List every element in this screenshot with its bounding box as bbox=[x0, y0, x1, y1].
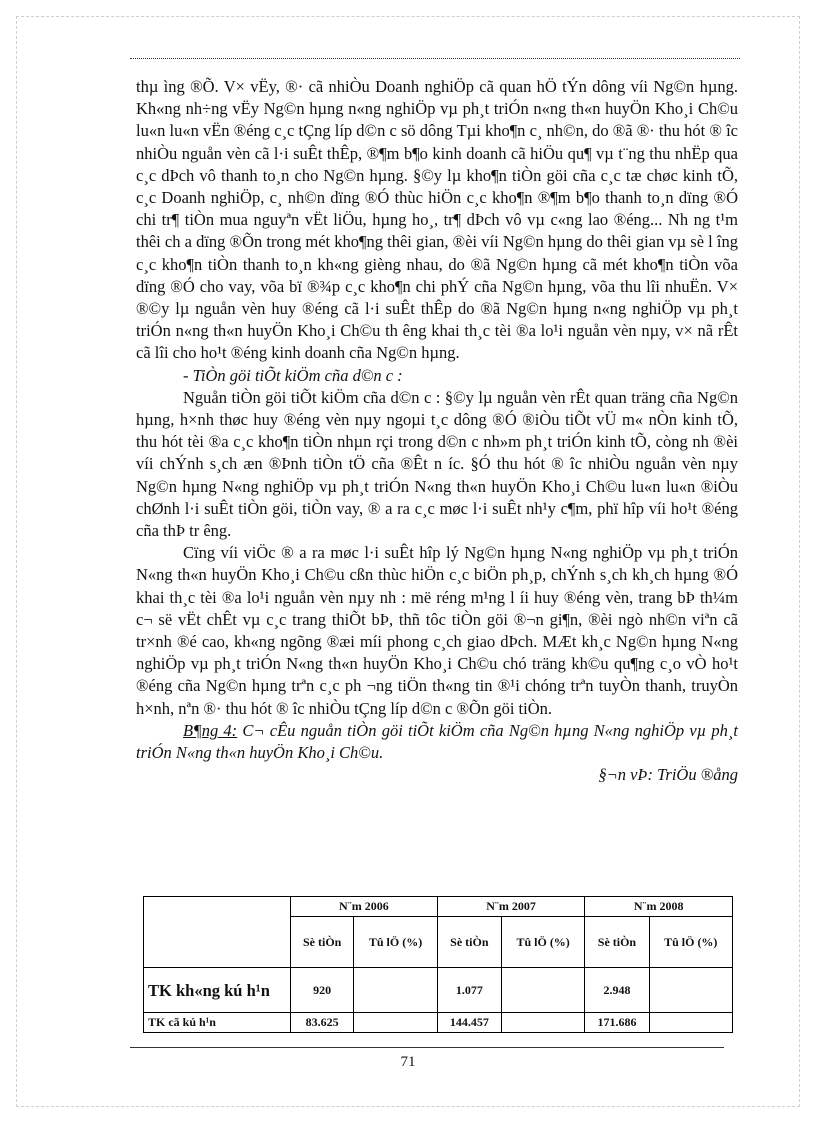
savings-structure-table bbox=[143, 896, 733, 1033]
col-amount-2008: Sè tiÒn bbox=[585, 917, 649, 968]
table-cell bbox=[649, 968, 732, 1013]
table-cell bbox=[649, 1013, 732, 1033]
table-corner-cell bbox=[144, 897, 291, 968]
table-cell: 83.625 bbox=[291, 1013, 354, 1033]
table-row bbox=[144, 1013, 733, 1033]
page-number: 71 bbox=[400, 1054, 416, 1070]
table-cell bbox=[354, 968, 437, 1013]
table-caption-text: C¬ cÊu nguån tiÒn göi tiÕt kiÖm cña Ng©n hµng N«ng nghiÖp vµ ph¸t triÓn N«ng th«n huyÖn Kho¸i Ch©u. bbox=[136, 720, 739, 763]
paragraph-savings-deposits: Nguån tiÒn göi tiÕt kiÖm cña d©n c : §©y lµ nguån vèn rÊt quan träng cña Ng©n hµng, h×nh thøc huy ®éng vèn nµy ngoµi t¸c dông ®Ó ®iÒu tiÕt vÜ m« nÒn kinh tÕ, thu hót tèi ®a c¸c kho¶n tiÒn nhµn rçi trong d©n c nh»m ph¸t triÓn kinh tÕ, còng nh ®èi víi chÝnh s¸ch æn ®Þnh tiÒn tÖ cña ®Êt n íc. §Ó thu hót ® îc nhiÒu nguån vèn nµy Ng©n hµng N«ng nghiÖp vµ ph¸t triÓn N«ng th«n huyÖn Kho¸i Ch©u lu«n lu«n ®iÒu chØnh l·i suÊt tiÒn göi, tiÒn vay, ® a ra c¸c møc l·i suÊt nh¹y c¶m, phï hîp víi ho¹t ®éng cña thÞ tr êng. bbox=[136, 387, 738, 541]
col-ratio-2006: Tû lÖ (%) bbox=[354, 917, 437, 968]
row-label-non-term: TK kh«ng kú h¹n bbox=[144, 968, 291, 1013]
header-rule bbox=[130, 58, 740, 59]
paragraph-interest-rate-policy: Cïng víi viÖc ® a ra møc l·i suÊt hîp lý Ng©n hµng N«ng nghiÖp vµ ph¸t triÓn N«ng th«n huyÖn Kho¸i Ch©u cßn thùc hiÖn c¸c biÖn ph¸p, chÝnh s¸ch kh¸ch hµng ®Ó khai th¸c tèi ®a lo¹i nguån vèn nµy nh : më réng m¹ng l íi huy ®éng vèn, trang bÞ th¼m c¬ së vËt chÊt vµ c¸c trang thiÕt bÞ, thñ tôc tiÒn göi ®¬n gi¶n, ®èi ngò nh©n viªn cã tr×nh ®é cao, kh«ng ngõng ®æi míi phong c¸ch giao dÞch. MÆt kh¸c Ng©n hµng N«ng nghiÖp vµ ph¸t triÓn N«ng th«n huyÖn Kho¸i Ch©u chó träng kh©u qu¶ng c¸o vÒ ho¹t ®éng cña Ng©n hµng trªn c¸c ph ¬ng tiÖn th«ng tin ®¹i chóng trªn tuyÒn thanh, truyÒn h×nh, nªn ®· thu hót ® îc nhiÒu tÇng líp d©n c ®Õn göi tiÒn. bbox=[136, 543, 738, 718]
table-header-years bbox=[144, 897, 733, 917]
document-body bbox=[136, 76, 738, 787]
table-caption-label: B¶ng 4: bbox=[183, 720, 238, 740]
table-row bbox=[144, 968, 733, 1013]
table-cell: 920 bbox=[291, 968, 354, 1013]
table-cell bbox=[354, 1013, 437, 1033]
table-cell bbox=[501, 1013, 584, 1033]
table-cell: 1.077 bbox=[437, 968, 501, 1013]
table-cell bbox=[501, 968, 584, 1013]
year-header-2006: N¨m 2006 bbox=[291, 897, 438, 917]
subheading-savings-deposits: - TiÒn göi tiÕt kiÖm cña d©n c : bbox=[183, 365, 403, 385]
table-cell: 144.457 bbox=[437, 1013, 501, 1033]
col-ratio-2008: Tû lÖ (%) bbox=[649, 917, 732, 968]
col-ratio-2007: Tû lÖ (%) bbox=[501, 917, 584, 968]
row-label-term: TK cã kú h¹n bbox=[144, 1013, 291, 1033]
table-cell: 171.686 bbox=[585, 1013, 649, 1033]
year-header-2008: N¨m 2008 bbox=[585, 897, 733, 917]
col-amount-2006: Sè tiÒn bbox=[291, 917, 354, 968]
table-cell: 2.948 bbox=[585, 968, 649, 1013]
unit-note: §¬n vÞ: TriÖu ®ång bbox=[598, 765, 738, 785]
col-amount-2007: Sè tiÒn bbox=[437, 917, 501, 968]
paragraph-demand-deposits: thµ ìng ®Õ. V× vËy, ®· cã nhiÒu Doanh nghiÖp cã quan hÖ tÝn dông víi Ng©n hµng. Kh«ng nh÷ng vËy Ng©n hµng n«ng nghiÖp vµ ph¸t triÓn n«ng th«n huyÖn Kho¸i Ch©u lu«n lu«n vËn ®éng c¸c tÇng líp d©n c sö dông Tµi kho¶n c¸ nh©n, do ®ã ®· thu hót ® îc nhiÒu nguån vèn cã l·i suÊt thÊp, ®¶m b¶o kinh doanh cã hiÖu qu¶ vµ t¨ng thu nhËp qua c¸c dÞch vô thanh to¸n cho Ng©n hµng. §©y lµ kho¶n tiÒn göi cña c¸c tæ chøc kinh tÕ, c¸c Doanh nghiÖp, c¸ nh©n dïng ®Ó thùc hiÖn c¸c kho¶n ®¶m b¶o thanh to¸n dïng ®Ó chi tr¶ tiÒn mua nguyªn vËt liÖu, hµng ho¸, tr¶ dÞch vô vµ c«ng lao ®éng... Nh ng t¹m thêi ch a dïng ®Õn trong mét kho¶ng thêi gian, ®èi víi Ng©n hµng do thêi gian vµ sè l îng c¸c kho¶n tiÒn thanh to¸n kh«ng gièng nhau, do ®ã Ng©n hµng cã mét kho¶n tiÒn võa dïng ®Ó cho vay, võa bï ®¾p c¸c kho¶n chi phÝ cña Ng©n hµng, võa thu lîi nhuËn. V× ®©y lµ nguån vèn huy ®éng cã l·i suÊt thÊp do ®ã Ng©n hµng n«ng nghiÖp vµ ph¸t triÓn n«ng th«n huyÖn Kho¸i Ch©u th êng khai th¸c tèi ®a lo¹i nguån vèn nµy, v× nã rÊt cã lîi cho ho¹t ®éng kinh doanh cña Ng©n hµng. bbox=[136, 77, 738, 363]
year-header-2007: N¨m 2007 bbox=[437, 897, 585, 917]
table-caption bbox=[136, 720, 738, 764]
footer-rule bbox=[130, 1047, 724, 1048]
